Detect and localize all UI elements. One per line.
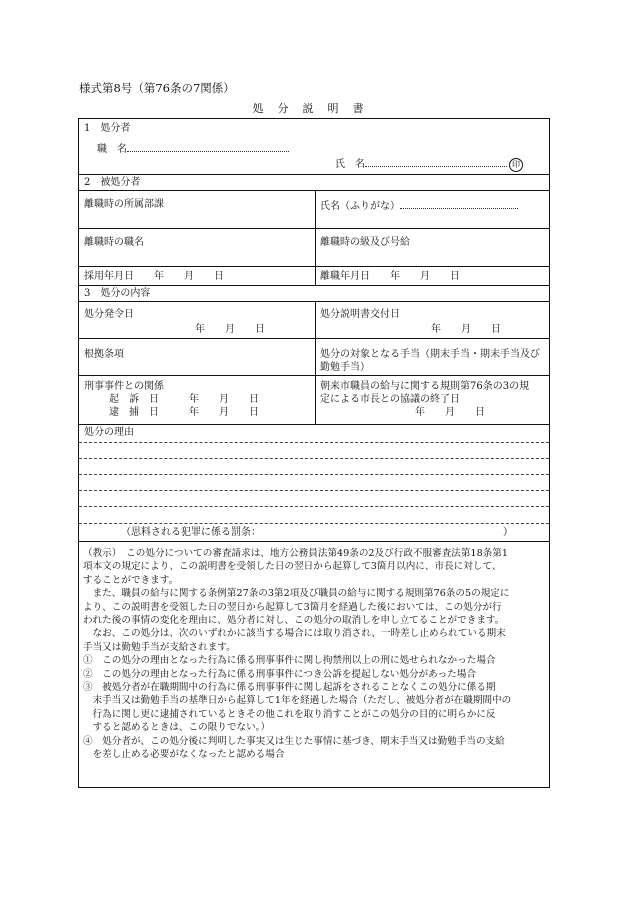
prosecution-date: 起 訴 日 年 月 日 — [109, 394, 259, 405]
notice-line: より、この説明書を受領した日の翌日から起算して3箇月を経過した後においては、この処分が行 — [83, 601, 502, 613]
rule-before-notice — [79, 541, 549, 542]
criminal-label: 刑事事件との関係 — [84, 381, 164, 392]
disposer-name-label: 氏 名 — [335, 159, 365, 170]
rule-row — [79, 228, 549, 229]
notice-line: ④ 処分者が、この処分後に判明した事実又は生じた事情に基づき、期末手当又は勤勉手当の支給 — [83, 735, 505, 747]
rule-row — [79, 266, 549, 267]
section1-heading: 1 処分者 — [84, 123, 131, 134]
rule-row — [79, 301, 549, 302]
seal-icon: 印 — [509, 158, 523, 172]
disposer-job-field — [97, 141, 289, 156]
crime-note: （思料される犯罪に係る罰条： — [121, 527, 261, 538]
decision-date: 年 月 日 — [195, 324, 265, 335]
rule-after-section2-heading — [79, 190, 549, 191]
notice-line: ① この処分の理由となった行為に係る刑事事件に関し拘禁刑以上の刑に処せられなかった場合 — [83, 655, 496, 667]
grade-label: 離職時の級及び号給 — [320, 237, 410, 248]
notice-line: 項本文の規定により、この説明書を受領した日の翌日から起算して3箇月以内に、市長に対して、 — [83, 561, 502, 573]
rule-row — [79, 424, 549, 425]
basis-label: 根拠条項 — [84, 349, 124, 360]
rule-row — [79, 338, 549, 339]
reason-line — [79, 506, 549, 507]
dotted-leader — [127, 141, 289, 152]
document-title: 処分説明書 — [252, 102, 378, 115]
delivery-date-label: 処分説明書交付日 — [320, 309, 400, 320]
target-line2: 勤勉手当） — [320, 362, 370, 373]
form-id: 様式第8号（第76条の7関係） — [79, 81, 235, 95]
dotted-leader — [400, 198, 518, 209]
reason-line — [79, 458, 549, 459]
column-divider — [315, 301, 316, 424]
notice-line: することができます。 — [83, 574, 179, 586]
job-at-leave-label: 離職時の職名 — [84, 237, 144, 248]
reason-line — [79, 474, 549, 475]
hire-date: 採用年月日 年 月 日 — [84, 271, 224, 282]
name-kana-field — [320, 198, 518, 213]
notice-line: （教示） この処分についての審査請求は、地方公務員法第49条の2及び行政不服審査法第18条第1 — [83, 548, 508, 559]
form-frame — [78, 118, 550, 788]
dept-label: 離職時の所属部課 — [84, 199, 164, 210]
rule-after-section1 — [79, 174, 549, 175]
notice-line: すると認めるときは、この限りでない。） — [83, 722, 271, 734]
column-divider — [315, 190, 316, 285]
notice-line: われた後の事情の変化を理由に、処分者に対し、この処分の取消しを申し立てることができます。 — [83, 615, 505, 626]
notice-line: また、職員の給与に関する条例第27条の3第2項及び職員の給与に関する規則第76条の5の規定に — [83, 588, 510, 600]
rule-date: 年 月 日 — [415, 407, 485, 418]
leave-date: 離職年月日 年 月 日 — [320, 271, 460, 282]
decision-date-label: 処分発令日 — [84, 309, 134, 320]
notice-line: ② この処分の理由となった行為に係る刑事事件につき公訴を提起しない処分があった場合 — [83, 668, 477, 680]
rule-line1: 朝来市職員の給与に関する規則第76条の3の規 — [320, 381, 530, 392]
crime-note-close: ） — [503, 527, 513, 538]
section2-heading: 2 被処分者 — [84, 177, 141, 188]
disposer-name-field — [335, 156, 523, 172]
reason-line — [79, 490, 549, 491]
arrest-date: 逮 捕 日 年 月 日 — [109, 407, 259, 418]
section3-heading: 3 処分の内容 — [84, 288, 151, 299]
rule-row — [79, 285, 549, 286]
reason-label: 処分の理由 — [84, 427, 134, 438]
notice-line: ③ 被処分者が在職期間中の行為に係る刑事事件に関し起訴をされることなくこの処分に係る期 — [83, 682, 496, 693]
rule-line2: 定による市長との協議の終了日 — [320, 394, 460, 405]
disposer-job-label: 職 名 — [97, 144, 127, 155]
rule-row — [79, 375, 549, 376]
target-line1: 処分の対象となる手当（期末手当・期末手当及び — [320, 349, 540, 360]
dotted-leader — [365, 156, 507, 167]
reason-line — [79, 523, 549, 524]
notice-line: なお、この処分は、次のいずれかに該当する場合には取り消され、一時差し止められている期末 — [83, 628, 506, 640]
name-kana-label: 氏名（ふりがな） — [320, 201, 400, 212]
notice-line: 末手当又は勤勉手当の基準日から起算して1年を経過した場合（ただし、被処分者が在職期間中の — [83, 695, 512, 707]
delivery-date: 年 月 日 — [431, 324, 501, 335]
notice-line: 行為に関し更に逮捕されているときその他これを取り消すことがこの処分の目的に明らかに反 — [83, 708, 496, 720]
reason-line — [79, 442, 549, 443]
notice-line: を差し止める必要がなくなったと認める場合 — [83, 749, 285, 760]
notice-line: 手当又は勤勉手当が支給されます。 — [83, 641, 236, 653]
